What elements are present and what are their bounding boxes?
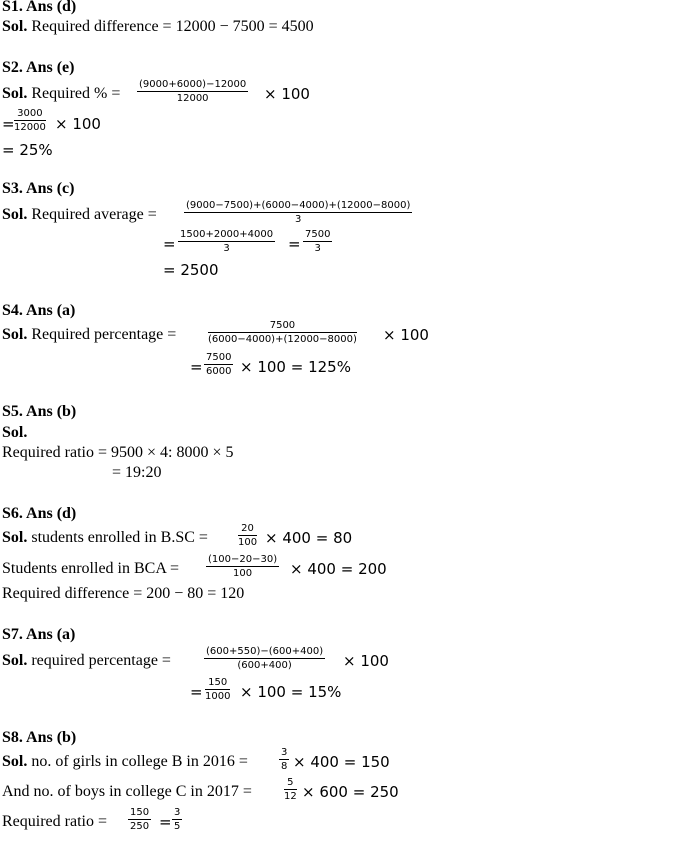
s6-text: students enrolled in B.SC = xyxy=(27,529,208,546)
s7-heading: S7. Ans (a) xyxy=(2,626,76,643)
s2-tail-2: × 100 xyxy=(55,115,101,133)
s8-tail-1: × 400 = 150 xyxy=(293,753,390,771)
s5-line-1: Required ratio = 9500 × 4: 8000 × 5 xyxy=(2,444,234,461)
s2-f1-numerator: (9000+6000)−12000 xyxy=(139,79,247,90)
s6-f1-denominator: 100 xyxy=(238,537,258,548)
s1-solution xyxy=(2,18,314,36)
s8-fraction-4 xyxy=(172,807,182,832)
s3-eq-2: = xyxy=(163,235,176,253)
s4-fraction-2 xyxy=(204,352,233,377)
s2-eq-2: = xyxy=(2,115,15,133)
s7-tail-1: × 100 xyxy=(343,652,389,670)
s6-heading: S6. Ans (d) xyxy=(2,505,77,522)
s3-fraction-1 xyxy=(184,200,412,225)
s4-heading: S4. Ans (a) xyxy=(2,302,76,319)
s7-eq-2: = xyxy=(190,683,203,701)
s8-f1-denominator: 8 xyxy=(281,761,288,772)
sol-label: Sol. xyxy=(2,652,28,669)
s7-fraction-2 xyxy=(205,677,230,702)
s8-f1-numerator: 3 xyxy=(281,747,288,758)
s3-f2-numerator: 1500+2000+4000 xyxy=(180,229,274,240)
s4-f2-numerator: 7500 xyxy=(206,352,232,363)
s8-line-2: And no. of boys in college C in 2017 = xyxy=(2,783,252,800)
s3-solution xyxy=(2,206,157,224)
s8-f3-numerator: 150 xyxy=(130,807,150,818)
s4-tail-1: × 100 xyxy=(383,326,429,344)
s6-tail-1: × 400 = 80 xyxy=(265,529,353,547)
s7-f2-denominator: 1000 xyxy=(205,691,231,702)
s7-fraction-1 xyxy=(204,646,325,671)
s2-text: Required % = xyxy=(27,85,121,102)
s2-fraction-2 xyxy=(14,108,46,133)
s8-fraction-3 xyxy=(128,807,151,832)
sol-label: Sol. xyxy=(2,18,28,35)
sol-label: Sol. xyxy=(2,206,28,223)
s6-f2-numerator: (100−20−30) xyxy=(208,554,278,565)
s3-heading: S3. Ans (c) xyxy=(2,180,75,197)
s2-solution xyxy=(2,85,120,103)
s6-tail-2: × 400 = 200 xyxy=(290,560,387,578)
s4-text: Required percentage = xyxy=(27,326,177,343)
s3-f3-numerator: 7500 xyxy=(305,229,331,240)
sol-label: Sol. xyxy=(2,85,28,102)
s4-f1-numerator: 7500 xyxy=(208,320,357,333)
s4-f2-denominator: 6000 xyxy=(206,366,232,377)
s8-f4-numerator: 3 xyxy=(174,807,181,818)
s6-f1-numerator: 20 xyxy=(238,523,257,536)
s5-sol-label: Sol. xyxy=(2,424,28,441)
s6-fraction-1 xyxy=(238,523,257,548)
s5-line-2: = 19:20 xyxy=(112,464,162,481)
s2-f1-denominator: 12000 xyxy=(176,93,209,104)
s2-result: = 25% xyxy=(2,141,53,159)
s3-f2-denominator: 3 xyxy=(223,243,230,254)
sol-label: Sol. xyxy=(2,529,28,546)
s4-tail-2: × 100 = 125% xyxy=(240,358,351,376)
s6-fraction-2 xyxy=(206,554,279,579)
s8-f2-numerator: 5 xyxy=(284,777,297,790)
s4-f1-denominator: (6000−4000)+(12000−8000) xyxy=(208,334,357,345)
s3-result: = 2500 xyxy=(163,261,219,279)
s4-fraction-1 xyxy=(208,320,357,345)
s3-f3-denominator: 3 xyxy=(314,243,321,254)
s4-solution xyxy=(2,326,176,344)
s8-solution xyxy=(2,753,248,771)
s8-heading: S8. Ans (b) xyxy=(2,729,77,746)
s8-f3-denominator: 250 xyxy=(130,821,150,832)
s6-line-2: Students enrolled in BCA = xyxy=(2,560,180,577)
s6-f2-denominator: 100 xyxy=(233,568,253,579)
s7-tail-2: × 100 = 15% xyxy=(240,683,342,701)
s1-text: Required difference = 12000 − 7500 = 4500 xyxy=(27,18,314,35)
s7-f2-numerator: 150 xyxy=(205,677,230,690)
sol-label: Sol. xyxy=(2,753,28,770)
s8-fraction-1 xyxy=(279,747,289,772)
s8-eq-3: = xyxy=(159,813,172,831)
s2-f2-numerator: 3000 xyxy=(14,108,46,121)
s2-fraction-1 xyxy=(137,79,248,104)
s3-f1-numerator: (9000−7500)+(6000−4000)+(12000−8000) xyxy=(186,200,411,211)
s6-line-3: Required difference = 200 − 80 = 120 xyxy=(2,585,245,602)
sol-label: Sol. xyxy=(2,326,28,343)
s6-solution xyxy=(2,529,208,547)
s2-tail-1: × 100 xyxy=(264,85,310,103)
s3-eq-2b: = xyxy=(288,235,301,253)
s3-text: Required average = xyxy=(27,206,157,223)
s8-tail-2: × 600 = 250 xyxy=(302,783,399,801)
s7-f1-denominator: (600+400) xyxy=(237,660,292,671)
s3-fraction-3 xyxy=(303,229,332,254)
s8-line-3: Required ratio = xyxy=(2,813,107,830)
s8-fraction-2 xyxy=(284,777,297,802)
s8-f2-denominator: 12 xyxy=(284,791,297,802)
s2-f2-denominator: 12000 xyxy=(14,122,46,133)
s7-f1-numerator: (600+550)−(600+400) xyxy=(206,646,324,657)
s3-fraction-2 xyxy=(178,229,275,254)
s2-heading: S2. Ans (e) xyxy=(2,59,75,76)
s8-f4-denominator: 5 xyxy=(174,821,181,832)
s5-heading: S5. Ans (b) xyxy=(2,403,77,420)
s3-f1-denominator: 3 xyxy=(295,214,302,225)
s4-eq-2: = xyxy=(190,358,203,376)
s7-text: required percentage = xyxy=(27,652,171,669)
s1-heading: S1. Ans (d) xyxy=(2,0,77,15)
s8-text: no. of girls in college B in 2016 = xyxy=(27,753,248,770)
s7-solution xyxy=(2,652,171,670)
